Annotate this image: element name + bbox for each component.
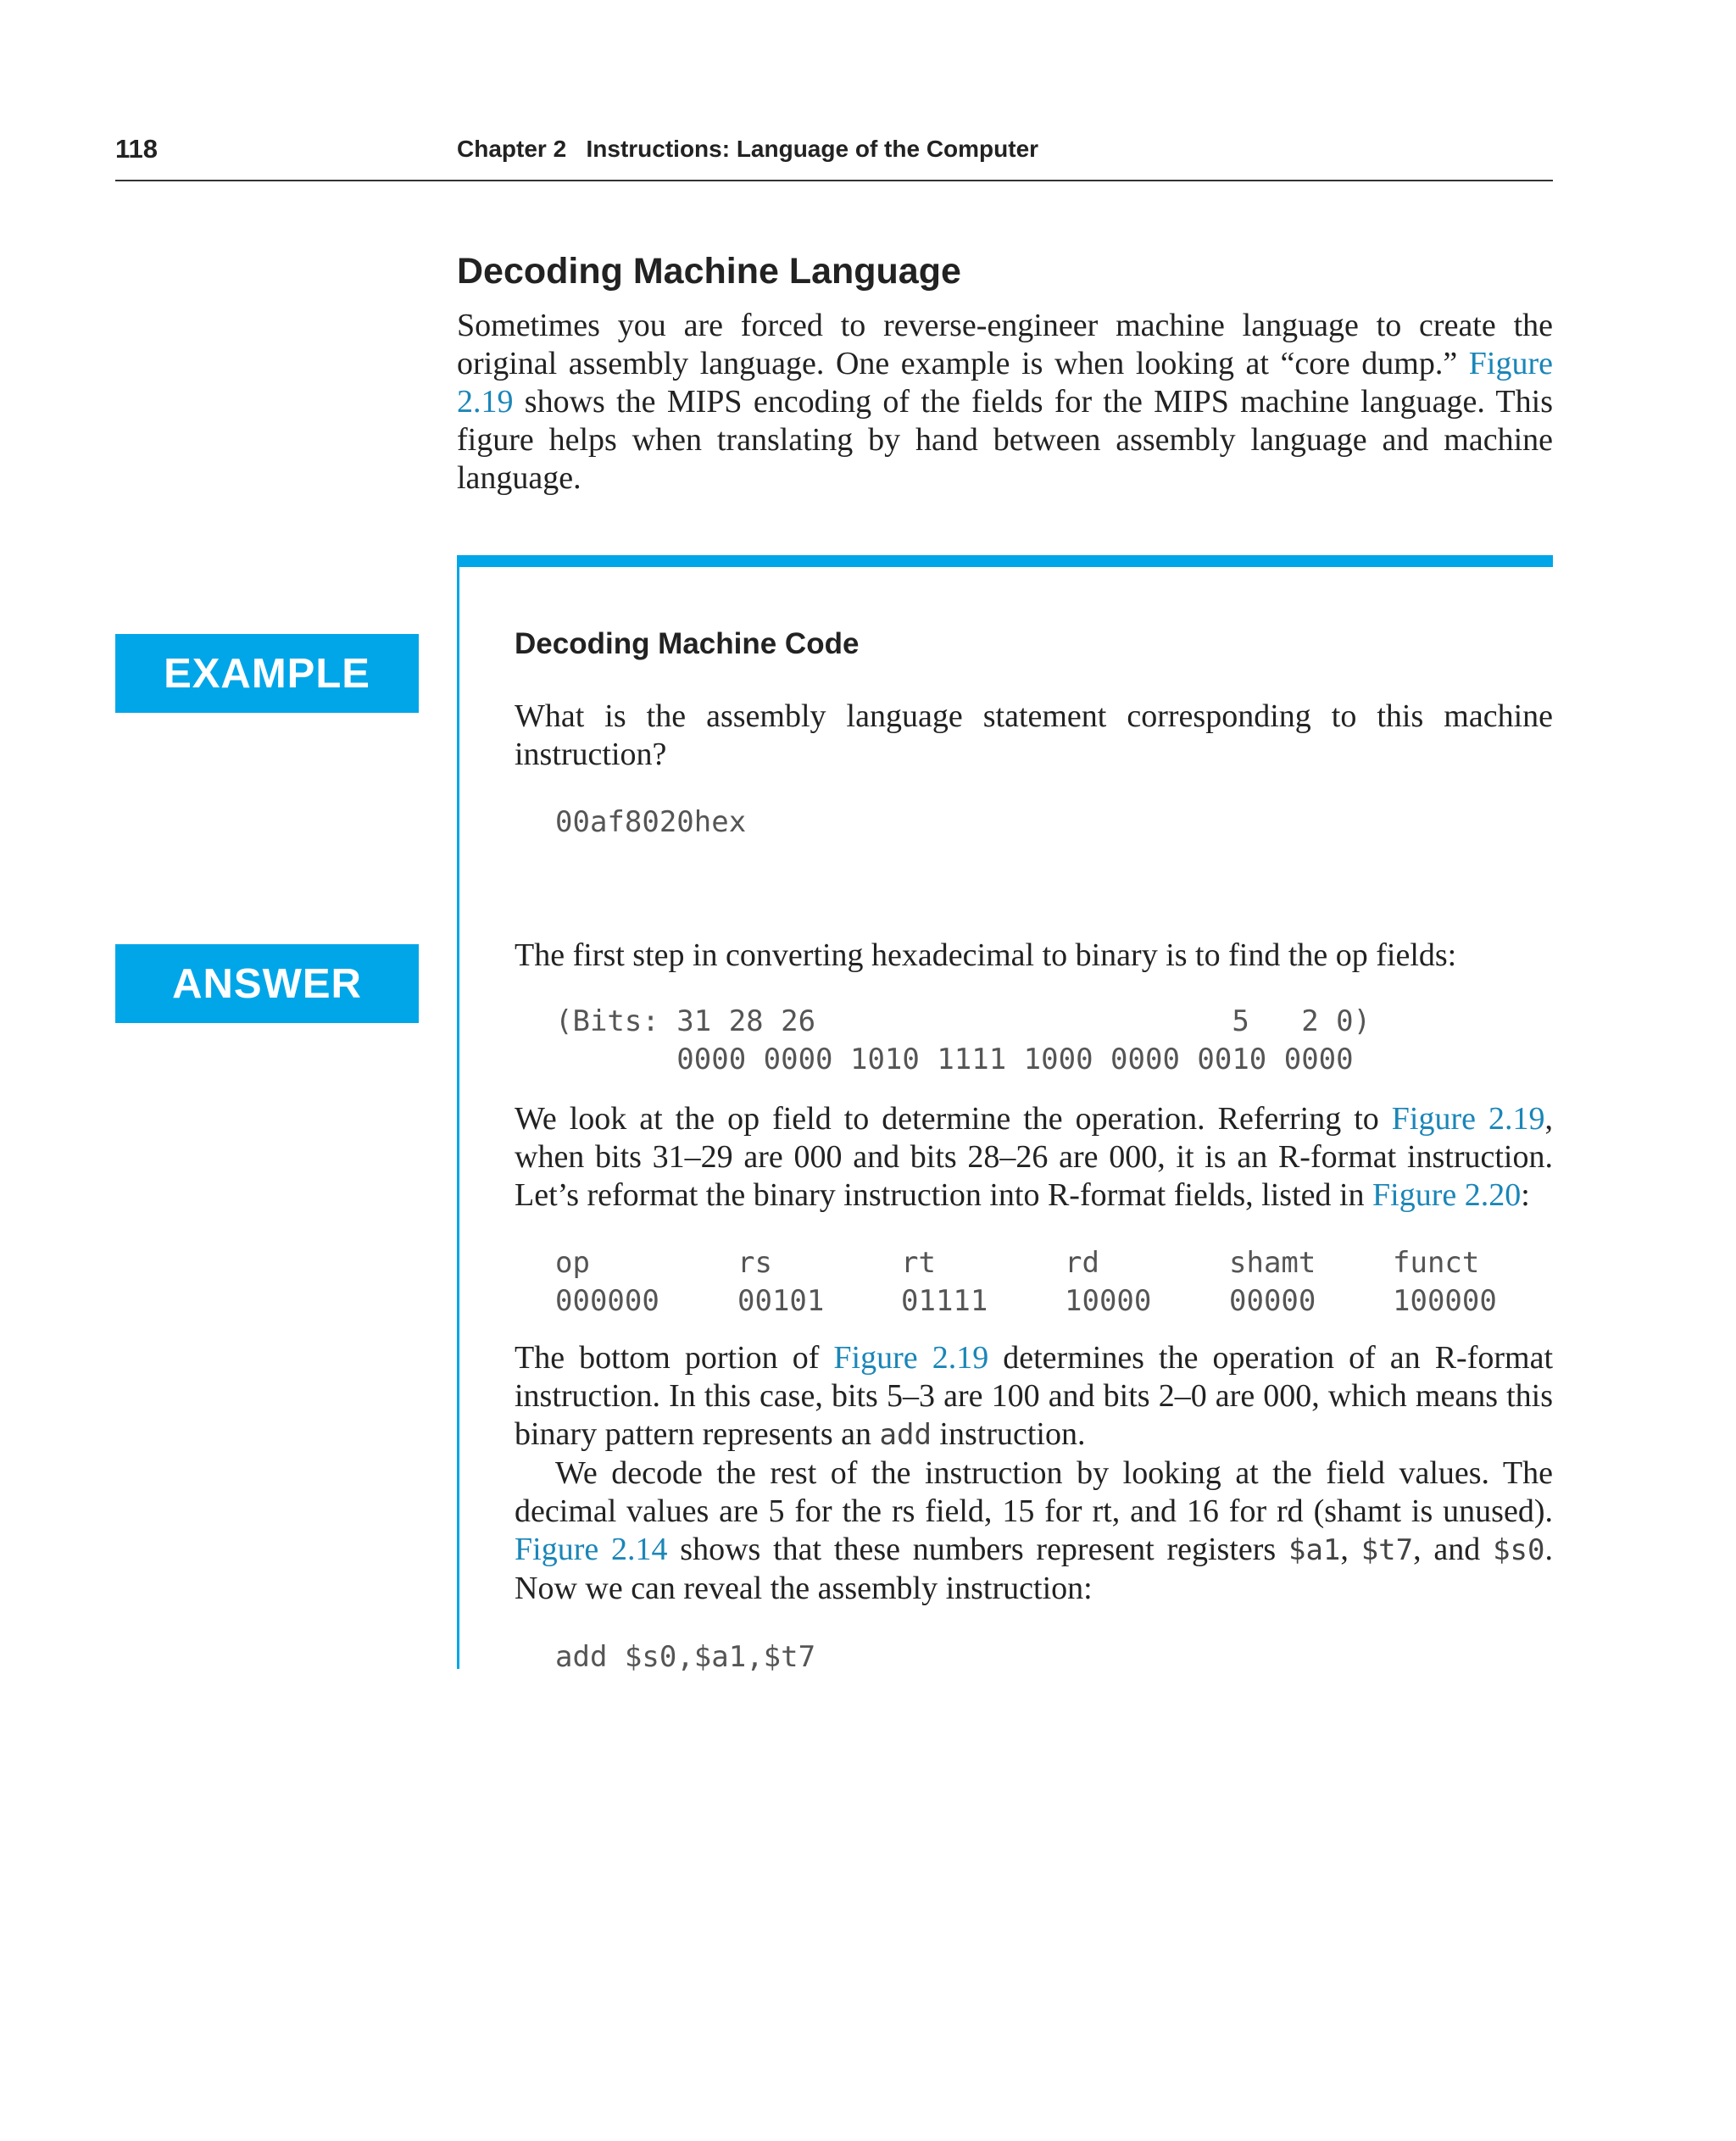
section-heading: Decoding Machine Language xyxy=(457,251,961,292)
answer-p3-sep-1: , xyxy=(1340,1532,1361,1567)
example-top-rule xyxy=(457,555,1553,567)
field-header-rd: rd xyxy=(1065,1246,1099,1280)
figure-2-19-link[interactable]: Figure 2.19 xyxy=(833,1340,989,1376)
field-value-funct: 100000 xyxy=(1393,1284,1497,1318)
answer-p3-text-b: shows that these numbers represent registers xyxy=(667,1532,1288,1567)
page-number: 118 xyxy=(115,134,159,164)
register-t7: $t7 xyxy=(1360,1533,1414,1567)
field-value-rd: 10000 xyxy=(1065,1284,1152,1318)
add-code-inline: add xyxy=(879,1418,932,1452)
answer-paragraph-3 xyxy=(515,1454,1553,1608)
example-question: What is the assembly language statement corresponding to this machine instruction? xyxy=(515,698,1553,772)
intro-paragraph xyxy=(457,307,1553,498)
field-header-rt: rt xyxy=(901,1246,936,1280)
intro-text-1: Sometimes you are forced to reverse-engineer machine language to create the original assembly language. One example is when looking at “core dump.” xyxy=(457,308,1553,381)
register-a1: $a1 xyxy=(1288,1533,1341,1567)
header-rule xyxy=(115,180,1553,181)
example-side-rule xyxy=(457,567,459,1669)
field-header-funct: funct xyxy=(1393,1246,1480,1280)
field-value-rs: 00101 xyxy=(737,1284,825,1318)
hex-code: 00af8020hex xyxy=(555,805,747,839)
intro-text-2: shows the MIPS encoding of the fields for the MIPS machine language. This figure helps when translating by hand between assembly language and machine language. xyxy=(457,384,1553,496)
answer-intro: The first step in converting hexadecimal to binary is to find the op fields: xyxy=(515,937,1457,973)
answer-p3-text-c: . Now we can reveal the assembly instruction: xyxy=(515,1532,1553,1606)
final-assembly-code: add $s0,$a1,$t7 xyxy=(555,1640,816,1674)
field-header-op: op xyxy=(555,1246,590,1280)
answer-p1-text-a: We look at the op field to determine the operation. Referring to xyxy=(515,1101,1392,1137)
running-head: Chapter 2 Instructions: Language of the Computer xyxy=(457,136,1039,162)
bits-positions-line: (Bits: 31 28 26 5 2 0) xyxy=(555,1004,1372,1038)
binary-line: 0000 0000 1010 1111 1000 0000 0010 0000 xyxy=(555,1043,1354,1076)
field-value-shamt: 00000 xyxy=(1229,1284,1316,1318)
figure-2-19-link[interactable]: Figure 2.19 xyxy=(457,346,1553,420)
answer-p2-text-b: determines the operation of an R-format instruction. In this case, bits 5–3 are 100 and bits 2–0 are 000, which means this binary pattern represents an xyxy=(515,1340,1554,1452)
answer-paragraph-2 xyxy=(515,1339,1553,1454)
answer-p2-text-c: instruction. xyxy=(931,1416,1086,1452)
answer-p3-text-a: We decode the rest of the instruction by looking at the field values. The decimal values are 5 for the rs field, 15 for rt, and 16 for rd (shamt is unused). xyxy=(515,1455,1553,1529)
field-header-shamt: shamt xyxy=(1229,1246,1316,1280)
field-value-rt: 01111 xyxy=(901,1284,988,1318)
figure-2-19-link[interactable]: Figure 2.19 xyxy=(1391,1101,1545,1137)
example-heading: Decoding Machine Code xyxy=(515,627,860,660)
answer-p1-text-c: : xyxy=(1521,1177,1530,1213)
answer-p2-text-a: The bottom portion of xyxy=(515,1340,834,1376)
answer-tag: ANSWER xyxy=(115,944,419,1023)
register-s0: $s0 xyxy=(1493,1533,1545,1567)
answer-p3-sep-2: , and xyxy=(1413,1532,1494,1567)
figure-2-14-link[interactable]: Figure 2.14 xyxy=(515,1532,668,1567)
field-header-rs: rs xyxy=(737,1246,772,1280)
example-tag: EXAMPLE xyxy=(115,634,419,713)
answer-p1-text-b: , when bits 31–29 are 000 and bits 28–26 are 000, it is an R-format instruction. Let’s reformat the binary instruction into R-format fields, listed in xyxy=(515,1101,1554,1213)
figure-2-20-link[interactable]: Figure 2.20 xyxy=(1372,1177,1522,1213)
field-value-op: 000000 xyxy=(555,1284,659,1318)
answer-paragraph-1 xyxy=(515,1100,1553,1215)
